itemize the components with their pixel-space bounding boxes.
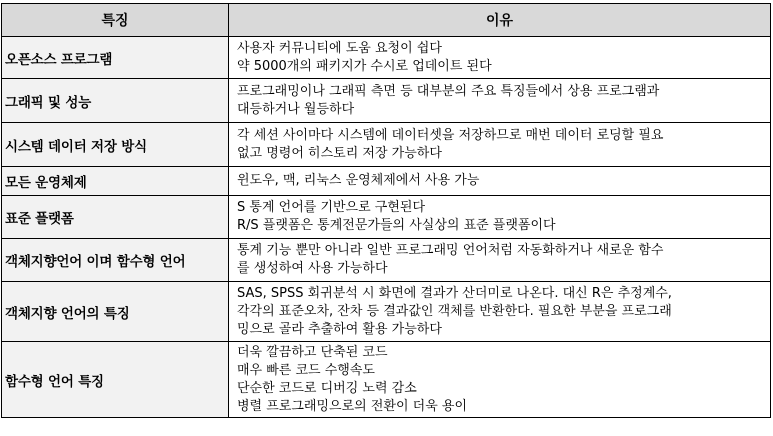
reason-line: 각각의 표준오차, 잔차 등 결과값인 객체를 반환한다. 필요한 부분을 프로그래 — [237, 303, 672, 319]
feature-table — [1, 3, 771, 418]
reason-line: 통계 기능 뿐만 아니라 일반 프로그래밍 언어처럼 자동화하거나 새로운 함수 — [237, 243, 664, 258]
reason-cell — [229, 79, 771, 123]
table-row — [2, 282, 771, 342]
reason-line: 각 세션 사이마다 시스템에 데이터셋을 저장하므로 매번 데이터 로딩할 필요 — [237, 127, 664, 143]
table-row — [2, 37, 771, 79]
reason-line: S 통계 언어를 기반으로 구현된다 — [237, 200, 426, 215]
reason-line: 윈도우, 맥, 리눅스 운영체제에서 사용 가능 — [237, 173, 480, 188]
reason-line: SAS, SPSS 회귀분석 시 화면에 결과가 산더미로 나온다. 대신 R은 추정계수, — [237, 285, 672, 301]
reason-column-header: 이유 — [229, 4, 771, 37]
reason-cell — [229, 167, 771, 196]
table-row — [2, 196, 771, 239]
reason-line: 대등하거나 월등하다 — [237, 101, 355, 117]
reason-line: 약 5000개의 패키지가 수시로 업데이트 된다 — [237, 58, 492, 74]
reason-line: 를 생성하여 사용 가능하다 — [237, 261, 388, 276]
feature-cell: 표준 플랫폼 — [2, 196, 229, 239]
feature-cell: 함수형 언어 특징 — [2, 342, 229, 418]
reason-line: 밍으로 골라 추출하여 활용 가능하다 — [237, 321, 442, 337]
feature-column-header: 특징 — [2, 4, 229, 37]
reason-cell — [229, 37, 771, 79]
reason-line: 병렬 프로그래밍으로의 전환이 더욱 용이 — [237, 398, 468, 414]
table-row — [2, 167, 771, 196]
reason-line: R/S 플랫폼은 통계전문가들의 사실상의 표준 플랫폼이다 — [237, 218, 556, 233]
reason-cell — [229, 239, 771, 282]
feature-cell: 시스템 데이터 저장 방식 — [2, 123, 229, 167]
reason-cell — [229, 342, 771, 418]
table-row — [2, 123, 771, 167]
reason-line: 없고 명령어 히스토리 저장 가능하다 — [237, 145, 442, 161]
reason-cell — [229, 282, 771, 342]
reason-cell — [229, 123, 771, 167]
feature-cell: 모든 운영체제 — [2, 167, 229, 196]
header-row — [2, 4, 771, 37]
feature-cell: 오픈소스 프로그램 — [2, 37, 229, 79]
reason-cell — [229, 196, 771, 239]
reason-line: 사용자 커뮤니티에 도움 요청이 쉽다 — [237, 40, 442, 56]
feature-cell: 객체지향 언어의 특징 — [2, 282, 229, 342]
reason-line: 단순한 코드로 디버깅 노력 감소 — [237, 380, 417, 396]
reason-line: 더욱 깔끔하고 단축된 코드 — [237, 344, 388, 360]
feature-cell: 객체지향언어 이며 함수형 언어 — [2, 239, 229, 282]
table-row — [2, 342, 771, 418]
table-row — [2, 239, 771, 282]
reason-line: 프로그래밍이나 그래픽 측면 등 대부분의 주요 특징들에서 상용 프로그램과 — [237, 83, 660, 99]
reason-line: 매우 빠른 코드 수행속도 — [237, 362, 375, 378]
table-row — [2, 79, 771, 123]
feature-cell: 그래픽 및 성능 — [2, 79, 229, 123]
